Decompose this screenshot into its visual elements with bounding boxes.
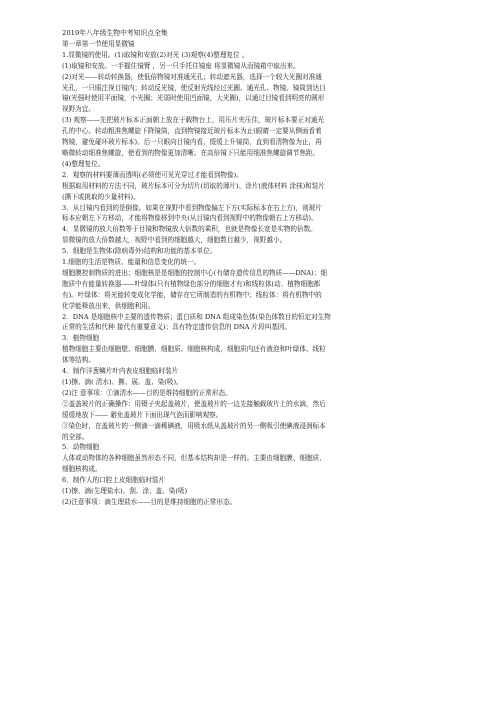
text-line: 有)。叶绿体：将光能转变成化学能，储存在它所制造的有机物中；线粒体：将有机物中的 (62, 290, 322, 299)
text-line: 6．制作人的口腔上皮细胞临时装片 (62, 476, 166, 485)
text-line: 物镜，避免碰坏玻片标本)。后一只眼向目镜内看，缓缓上升镜筒，直到看清物像为止，再 (62, 138, 322, 147)
text-line: (3) 观察——先把玻片标本正面朝上放在于载物台上，用压片夹压住，玻片标本要正对通光 (62, 116, 324, 125)
text-line: 缓缓地放下—— 避免盖玻片下面出现气泡而影响观察。 (62, 410, 223, 419)
text-line: 化学能释放出来，供细胞利用。 (62, 301, 155, 310)
text-line: 1.显微镜的使用。(1)取镜和安放(2)对光 (3)观察(4)整理复位 。 (62, 50, 249, 59)
text-line: 光孔，一只眼注视目镜内；转动反光镜，使反射光线经过光圈、通光孔、物镜、镜筒到达目 (62, 83, 326, 92)
text-line: (1)擦、滴( 清水)、撕、展、盖、染(吸)。 (62, 378, 183, 386)
text-line: 5．细胞是生物体(除病毒外)结构和功能的基本单位。 (62, 247, 217, 256)
text-line: 人体或动物体的各种细胞虽然形态不同，但基本结构却是一样的。主要由细胞膜、细胞质、 (62, 454, 326, 463)
text-line: 细胞膜控制物质的进出；细胞核是是细胞的控制中心(有储存遗传信息的物质——DNA)；细 (62, 268, 327, 277)
text-line: 3．从目镜内看到的是倒像。如果在视野中看到物像偏左下方(实际标本在右上方)，则玻片 (62, 203, 322, 212)
text-line: (2)注 意事项：①滴清水——目的是维持细胞的正常形态。 (62, 388, 232, 397)
text-line: ②盖盖玻片的正确操作：用镊子夹起盖玻片，使盖玻片的一边先接触载玻片上的水滴，然后 (62, 399, 326, 408)
text-line: 5．动物细胞 (62, 443, 100, 452)
document-title: 2019年八年级生物中考知识点全集 (62, 29, 168, 37)
text-line: 根据取用材料的方法不同，玻片标本可分为切片(切取的薄片)、涂片(液体材料 涂抹)和装片 (62, 181, 325, 190)
text-line: 的全部。 (62, 432, 89, 441)
text-line: 视野为宜。 (62, 105, 95, 114)
text-line: 1.细胞的生活是物质、能量和信息变化的统一。 (62, 258, 201, 267)
text-line: 体等结构。 (62, 356, 95, 365)
chapter-heading: 第一章第一节使用显微镜 (62, 39, 135, 48)
text-line: 孔的中心。转动粗准焦螺旋下降镜筒，直到物镜接近玻片标本为止(眼睛一定要从侧面看着 (62, 127, 322, 136)
text-line: (1)取镜和安放。一手握住镜臂 ，另一只手托住镜座 将显微镜从而镜箱中取出来。 (62, 61, 300, 70)
text-line: (4)整理复位。 (62, 159, 105, 168)
text-line: 略微转动细准焦螺旋，使看到的物像更加清晰。在高倍镜下只能用细准焦螺旋调节焦距。 (62, 148, 320, 157)
text-line: (1)擦、滴(生理盐水)、刮、涂、盖、染(吸) (62, 487, 188, 496)
text-line: 胞质中有能量转换器——叶绿体(只有植物绿色部分的细胞才有)和线粒体(动、植物细胞都 (62, 279, 321, 288)
text-line: 标本应朝左下方移动，才能将物像移到中央(从目镜内看到视野中的物像朝右上方移动)。 (62, 214, 318, 223)
document-page (62, 28, 434, 508)
text-line: 镜(光强时使用平面镜，小光圈；光弱时使用凹面镜，大光圈)，以通过目镜看到明亮的圆形 (62, 94, 325, 103)
text-line: ③染色时，在盖玻片的一侧滴一滴稀碘液，用吸水纸从盖玻片的另一侧吸引使碘液浸润标本 (62, 421, 326, 430)
text-line: 4．制作洋葱鳞片叶内表皮细胞临时装片 (62, 367, 179, 376)
text-line: (2)对光——转动转换器，使低倍物镜对准通光孔；转动遮光器，选择一个较大光圈对准通 (62, 72, 322, 81)
text-line: 2．DNA 是细胞核中主要的遗传物质；蛋白质和 DNA 组成染色体(染色体数目的恒定对生物 (62, 312, 331, 321)
text-line: (撕下或挑取的少量材料)。 (62, 192, 140, 201)
text-line: 4．显微镜的放大倍数等于目镜和物镜放大倍数的乘积，也就是物像长宽是实物的倍数。 (62, 225, 317, 234)
text-line: 正常的生活和代种 接代有重要意义)；具有特定遗传信息的 DNA 片段叫基因。 (62, 323, 292, 332)
text-line: 2．观察的材料要薄而透明(必须使可见光穿过才能看到物像)。 (62, 170, 243, 179)
text-line: 3．植物细胞 (62, 334, 100, 343)
text-line: (2)注意事项：滴生理盐水——目的是维持细胞的正常形态。 (62, 497, 237, 506)
text-line: 细胞核构成。 (62, 465, 102, 474)
text-line: 植物细胞主要由细胞壁、细胞膜、细胞质、细胞核构成，细胞质内还有液泡和叶绿体、线粒 (62, 345, 326, 354)
text-line: 显微镜的放大倍数越大，视野中看到的细胞越大，细胞数目越少，视野越小。 (62, 236, 287, 245)
